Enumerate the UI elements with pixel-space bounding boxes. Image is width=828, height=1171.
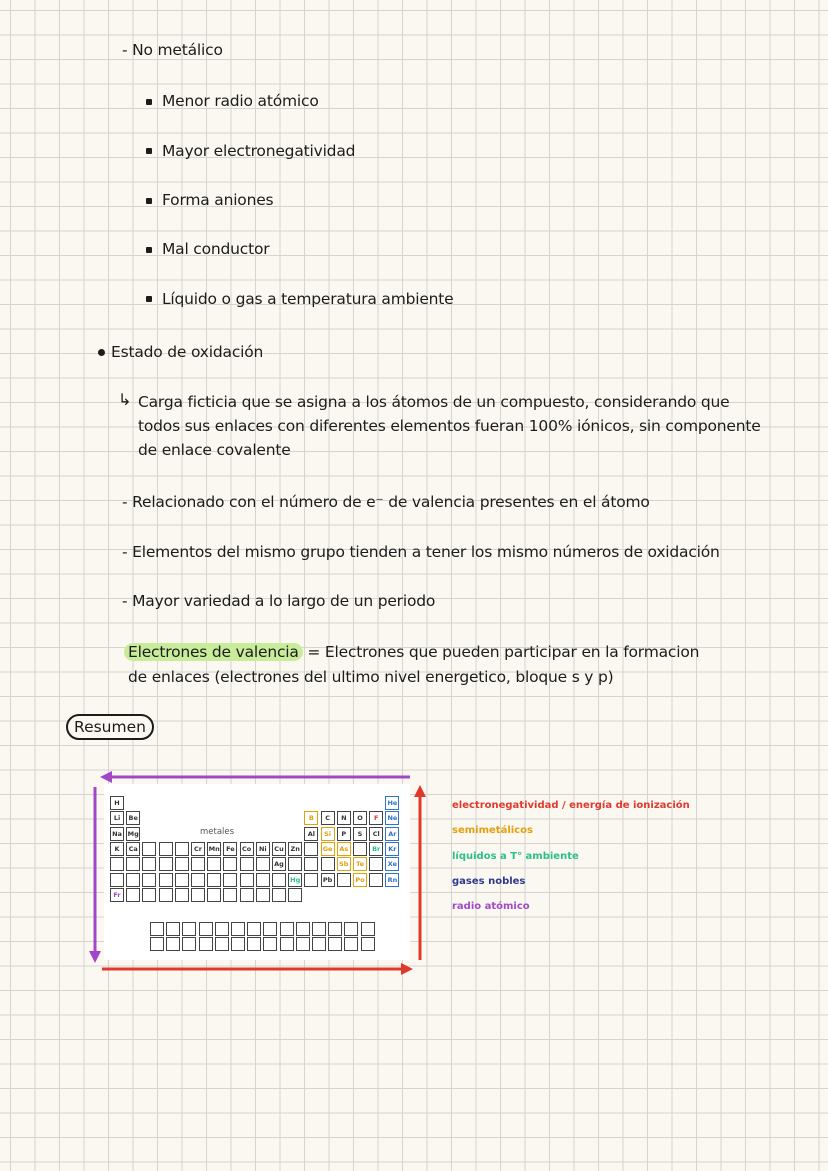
element-empty xyxy=(328,937,342,951)
element-h: H xyxy=(110,796,124,810)
element-empty xyxy=(199,922,213,936)
valencia-term: Electrones de valencia xyxy=(124,643,303,661)
element-empty xyxy=(337,873,351,887)
element-ar: Ar xyxy=(385,827,399,841)
element-empty xyxy=(142,857,156,871)
element-empty xyxy=(191,857,205,871)
element-ne: Ne xyxy=(385,811,399,825)
nometal-item-1: Menor radio atómico xyxy=(162,92,319,110)
element-empty xyxy=(215,922,229,936)
element-ge: Ge xyxy=(321,842,335,856)
element-si: Si xyxy=(321,827,335,841)
element-empty xyxy=(256,888,270,902)
element-empty xyxy=(126,857,140,871)
element-empty xyxy=(321,857,335,871)
element-n: N xyxy=(337,811,351,825)
element-ca: Ca xyxy=(126,842,140,856)
element-empty xyxy=(280,922,294,936)
resumen-label: Resumen xyxy=(66,714,154,740)
element-empty xyxy=(223,888,237,902)
nometal-item-5: Líquido o gas a temperatura ambiente xyxy=(162,290,454,308)
element-empty xyxy=(240,857,254,871)
periodic-table xyxy=(104,784,410,960)
element-mn: Mn xyxy=(207,842,221,856)
element-empty xyxy=(207,888,221,902)
element-empty xyxy=(361,937,375,951)
element-empty xyxy=(191,873,205,887)
element-empty xyxy=(182,937,196,951)
element-empty xyxy=(150,922,164,936)
element-empty xyxy=(223,873,237,887)
element-empty xyxy=(312,922,326,936)
element-f: F xyxy=(369,811,383,825)
element-empty xyxy=(304,857,318,871)
element-br: Br xyxy=(369,842,383,856)
element-o: O xyxy=(353,811,367,825)
valencia-line-2: de enlaces (electrones del ultimo nivel energetico, bloque s y p) xyxy=(128,668,614,686)
oxidacion-point-1: - Relacionado con el número de e⁻ de valencia presentes en el átomo xyxy=(122,493,650,511)
element-empty xyxy=(159,888,173,902)
element-empty xyxy=(207,873,221,887)
element-rn: Rn xyxy=(385,873,399,887)
element-p: P xyxy=(337,827,351,841)
element-co: Co xyxy=(240,842,254,856)
element-empty xyxy=(110,873,124,887)
element-empty xyxy=(344,922,358,936)
legend-electronegativity: electronegatividad / energía de ionización xyxy=(452,800,690,811)
element-empty xyxy=(304,873,318,887)
element-k: K xyxy=(110,842,124,856)
element-empty xyxy=(353,842,367,856)
element-empty xyxy=(110,857,124,871)
element-empty xyxy=(272,888,286,902)
element-empty xyxy=(288,857,302,871)
oxidacion-desc-3: de enlace covalente xyxy=(138,441,291,459)
element-ag: Ag xyxy=(272,857,286,871)
nometal-item-4: Mal conductor xyxy=(162,240,270,258)
element-empty xyxy=(126,873,140,887)
element-empty xyxy=(207,857,221,871)
element-empty xyxy=(369,857,383,871)
legend-noble-gases: gases nobles xyxy=(452,876,526,887)
metals-label: metales xyxy=(200,827,235,837)
legend-atomic-radius: radio atómico xyxy=(452,901,530,912)
element-fe: Fe xyxy=(223,842,237,856)
element-empty xyxy=(231,922,245,936)
element-mg: Mg xyxy=(126,827,140,841)
element-empty xyxy=(263,937,277,951)
oxidacion-point-3: - Mayor variedad a lo largo de un periodo xyxy=(122,592,436,610)
element-empty xyxy=(191,888,205,902)
element-empty xyxy=(263,922,277,936)
nometal-item-3: Forma aniones xyxy=(162,191,274,209)
element-empty xyxy=(304,842,318,856)
element-empty xyxy=(159,842,173,856)
element-empty xyxy=(247,937,261,951)
element-empty xyxy=(159,873,173,887)
element-empty xyxy=(175,888,189,902)
element-po: Po xyxy=(353,873,367,887)
element-xe: Xe xyxy=(385,857,399,871)
element-empty xyxy=(312,937,326,951)
element-empty xyxy=(240,888,254,902)
element-empty xyxy=(231,937,245,951)
element-empty xyxy=(240,873,254,887)
oxidacion-desc-1: Carga ficticia que se asigna a los átomos de un compuesto, considerando que xyxy=(138,393,730,411)
element-te: Te xyxy=(353,857,367,871)
element-empty xyxy=(142,873,156,887)
element-empty xyxy=(199,937,213,951)
element-al: Al xyxy=(304,827,318,841)
arrow-purple-left xyxy=(89,787,101,963)
element-empty xyxy=(361,922,375,936)
element-as: As xyxy=(337,842,351,856)
element-cl: Cl xyxy=(369,827,383,841)
element-zn: Zn xyxy=(288,842,302,856)
element-sb: Sb xyxy=(337,857,351,871)
element-empty xyxy=(256,857,270,871)
element-empty xyxy=(166,937,180,951)
element-be: Be xyxy=(126,811,140,825)
element-empty xyxy=(344,937,358,951)
element-s: S xyxy=(353,827,367,841)
element-cu: Cu xyxy=(272,842,286,856)
element-empty xyxy=(296,922,310,936)
element-empty xyxy=(142,842,156,856)
arrow-icon: ↳ xyxy=(118,390,132,409)
element-empty xyxy=(175,857,189,871)
element-empty xyxy=(280,937,294,951)
valencia-rest: = Electrones que pueden participar en la formacion xyxy=(302,643,700,661)
element-empty xyxy=(272,873,286,887)
element-empty xyxy=(328,922,342,936)
element-empty xyxy=(256,873,270,887)
element-hg: Hg xyxy=(288,873,302,887)
element-cr: Cr xyxy=(191,842,205,856)
element-empty xyxy=(175,842,189,856)
element-empty xyxy=(175,873,189,887)
element-empty xyxy=(288,888,302,902)
arrow-purple-top xyxy=(100,771,410,783)
element-empty xyxy=(142,888,156,902)
legend-liquids: líquidos a T° ambiente xyxy=(452,851,579,862)
element-kr: Kr xyxy=(385,842,399,856)
oxidacion-point-2: - Elementos del mismo grupo tienden a tener los mismo números de oxidación xyxy=(122,543,720,561)
element-c: C xyxy=(321,811,335,825)
element-empty xyxy=(126,888,140,902)
element-na: Na xyxy=(110,827,124,841)
element-pb: Pb xyxy=(321,873,335,887)
nometal-item-2: Mayor electronegatividad xyxy=(162,142,356,160)
arrow-red-bottom xyxy=(102,963,413,975)
element-empty xyxy=(166,922,180,936)
element-he: He xyxy=(385,796,399,810)
element-empty xyxy=(150,937,164,951)
element-fr: Fr xyxy=(110,888,124,902)
element-empty xyxy=(182,922,196,936)
element-empty xyxy=(247,922,261,936)
element-empty xyxy=(369,873,383,887)
element-b: B xyxy=(304,811,318,825)
oxidacion-desc-2: todos sus enlaces con diferentes elementos fueran 100% iónicos, sin componente xyxy=(138,417,761,435)
element-empty xyxy=(215,937,229,951)
element-empty xyxy=(159,857,173,871)
legend-semimetals: semimetálicos xyxy=(452,825,533,836)
arrow-red-right xyxy=(414,785,426,960)
nometal-heading: - No metálico xyxy=(122,41,223,59)
element-empty xyxy=(223,857,237,871)
element-li: Li xyxy=(110,811,124,825)
oxidacion-heading: Estado de oxidación xyxy=(111,343,264,361)
element-empty xyxy=(296,937,310,951)
element-ni: Ni xyxy=(256,842,270,856)
